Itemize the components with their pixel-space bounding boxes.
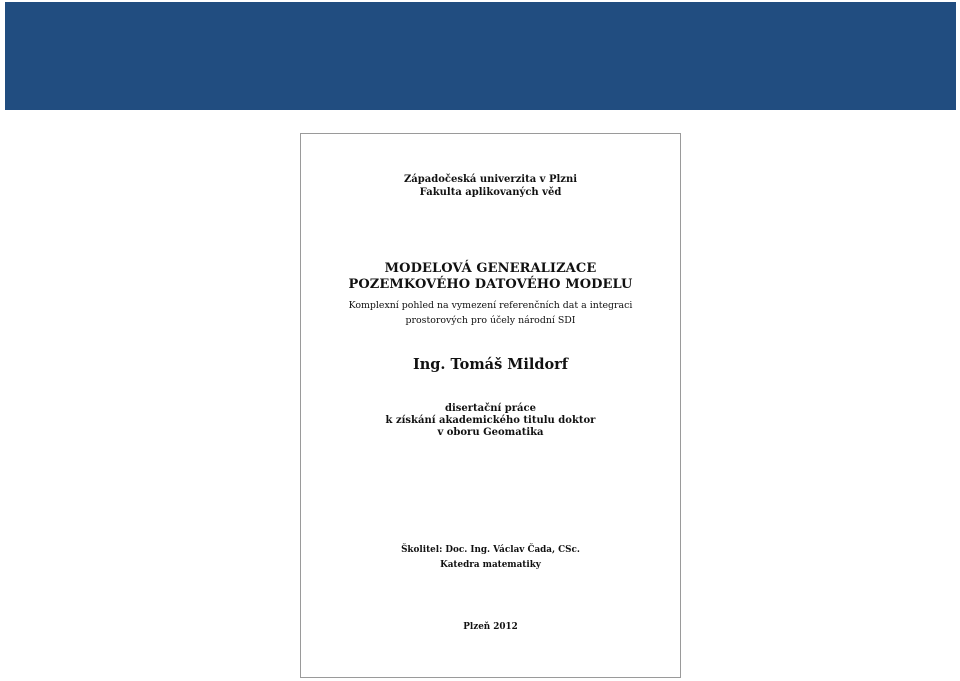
thesis-field: v oboru Geomatika (437, 427, 544, 438)
place-year: Plzeň 2012 (463, 622, 518, 632)
title-line-1: MODELOVÁ GENERALIZACE (384, 261, 597, 276)
department: Katedra matematiky (440, 560, 541, 570)
faculty-name: Fakulta aplikovaných věd (419, 187, 562, 198)
thesis-degree: k získání akademického titulu doktor (385, 415, 596, 426)
supervisor: Školitel: Doc. Ing. Václav Čada, CSc. (401, 545, 580, 555)
thesis-cover-page (300, 133, 681, 678)
thesis-type: disertační práce (445, 403, 536, 414)
header-banner (5, 2, 956, 110)
university-name: Západočeská univerzita v Plzni (403, 174, 578, 185)
subtitle-line-2: prostorových pro účely národní SDI (405, 315, 576, 326)
title-line-2: POZEMKOVÉHO DATOVÉHO MODELU (348, 277, 633, 292)
subtitle-line-1: Komplexní pohled na vymezení referenčních dat a integraci (348, 300, 633, 311)
author-name: Ing. Tomáš Mildorf (412, 356, 569, 373)
